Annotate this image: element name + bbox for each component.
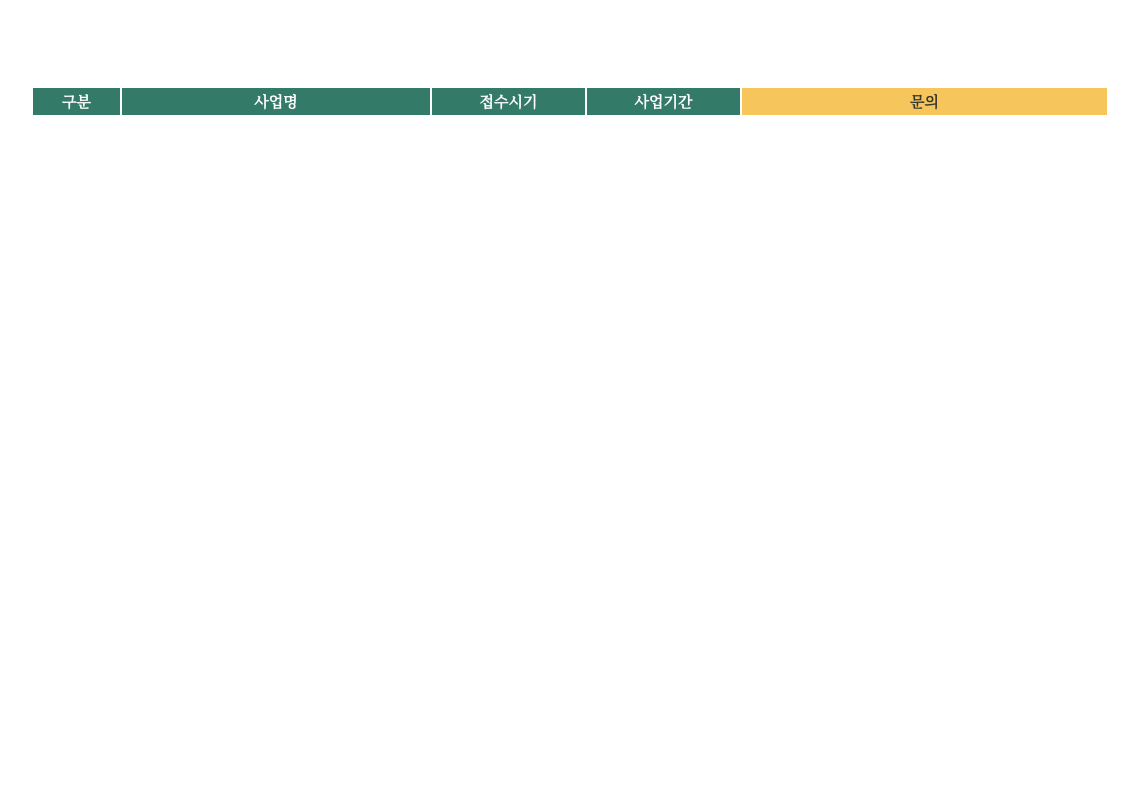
header-category: 구분 <box>33 88 120 118</box>
header-period: 사업기간 <box>585 88 740 118</box>
header-contact: 문의 <box>740 88 1107 118</box>
header-name: 사업명 <box>120 88 430 118</box>
program-table-wrap <box>33 88 1107 118</box>
header-application: 접수시기 <box>430 88 585 118</box>
header-row <box>33 88 1107 118</box>
program-table <box>33 88 1107 118</box>
